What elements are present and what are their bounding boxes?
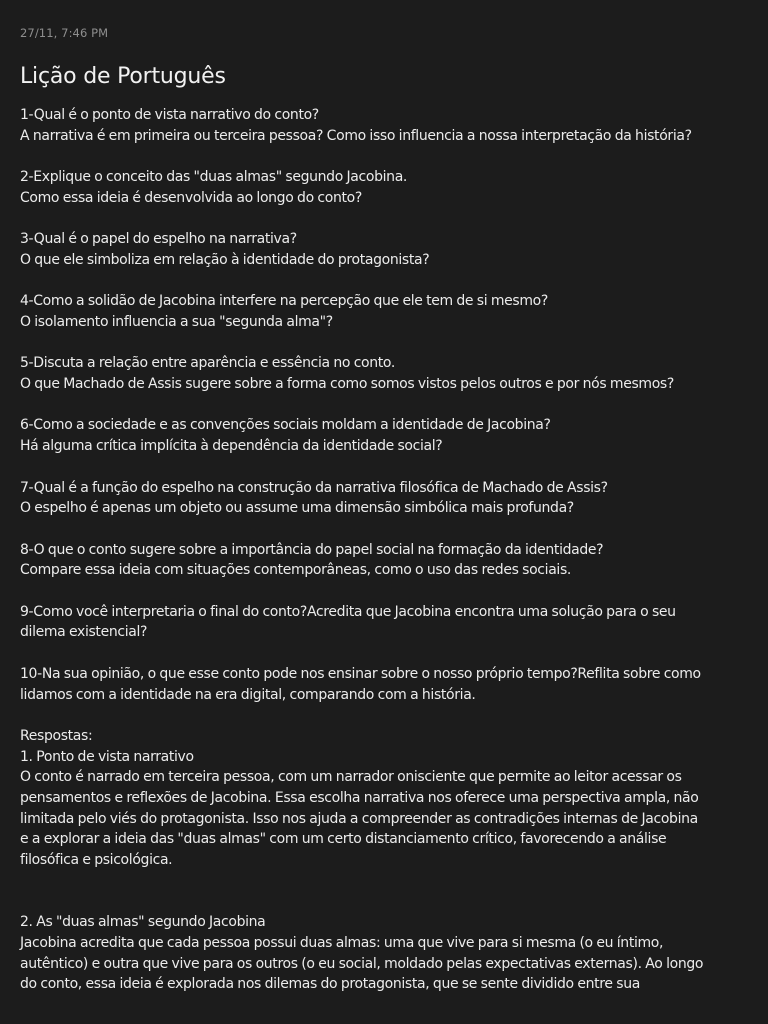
text-line: filosófica e psicológica. xyxy=(20,852,173,869)
text-line: 6-Como a sociedade e as convenções sociais moldam a identidade de Jacobina? xyxy=(20,417,551,434)
question-4 xyxy=(20,291,755,332)
question-1 xyxy=(20,105,755,146)
text-line: 7-Qual é a função do espelho na construção da narrativa filosófica de Machado de Assis? xyxy=(20,479,608,496)
question-2 xyxy=(20,167,755,208)
answers-heading: Respostas: xyxy=(20,727,93,744)
text-line: pensamentos e reflexões de Jacobina. Essa escolha narrativa nos oferece uma perspectiva ampla, não xyxy=(20,790,699,807)
text-line: 9-Como você interpretaria o final do conto?Acredita que Jacobina encontra uma solução para o seu xyxy=(20,603,676,620)
text-line: Compare essa ideia com situações contemporâneas, como o uso das redes sociais. xyxy=(20,562,572,579)
text-line: Como essa ideia é desenvolvida ao longo do conto? xyxy=(20,189,362,206)
text-line: 5-Discuta a relação entre aparência e essência no conto. xyxy=(20,355,395,372)
question-8 xyxy=(20,540,755,581)
note-title[interactable]: Lição de Português xyxy=(20,64,226,89)
text-line: Há alguma crítica implícita à dependência da identidade social? xyxy=(20,438,443,455)
text-line: O isolamento influencia a sua "segunda alma"? xyxy=(20,313,333,330)
text-line: dilema existencial? xyxy=(20,624,148,641)
note-body[interactable] xyxy=(20,105,755,1016)
text-line: O que Machado de Assis sugere sobre a forma como somos vistos pelos outros e por nós mesmos? xyxy=(20,376,674,393)
text-line: O que ele simboliza em relação à identidade do protagonista? xyxy=(20,251,430,268)
text-line: 4-Como a solidão de Jacobina interfere na percepção que ele tem de si mesmo? xyxy=(20,293,548,310)
text-line: 3-Qual é o papel do espelho na narrativa? xyxy=(20,231,297,248)
text-line: e a explorar a ideia das "duas almas" com um certo distanciamento crítico, favorecendo a análise xyxy=(20,831,667,848)
text-line: limitada pelo viés do protagonista. Isso nos ajuda a compreender as contradições internas de Jacobina xyxy=(20,810,698,827)
question-7 xyxy=(20,478,755,519)
question-9 xyxy=(20,602,755,643)
text-line: 10-Na sua opinião, o que esse conto pode nos ensinar sobre o nosso próprio tempo?Reflita sobre como xyxy=(20,665,701,682)
text-line: 8-O que o conto sugere sobre a importância do papel social na formação da identidade? xyxy=(20,541,604,558)
question-5 xyxy=(20,353,755,394)
text-line: A narrativa é em primeira ou terceira pessoa? Como isso influencia a nossa interpretação da história? xyxy=(20,127,692,144)
question-3 xyxy=(20,229,755,270)
text-line: do conto, essa ideia é explorada nos dilemas do protagonista, que se sente dividido entre sua xyxy=(20,976,640,993)
text-line: O espelho é apenas um objeto ou assume uma dimensão simbólica mais profunda? xyxy=(20,500,574,517)
text-line: 1-Qual é o ponto de vista narrativo do conto? xyxy=(20,107,319,123)
answer-heading: 1. Ponto de vista narrativo xyxy=(20,748,194,765)
text-line: O conto é narrado em terceira pessoa, com um narrador onisciente que permite ao leitor acessar os xyxy=(20,769,682,786)
question-10 xyxy=(20,664,755,705)
text-line: Jacobina acredita que cada pessoa possui duas almas: uma que vive para si mesma (o eu íntimo, xyxy=(20,934,664,951)
answer-1 xyxy=(20,726,755,871)
text-line: lidamos com a identidade na era digital, comparando com a história. xyxy=(20,686,476,703)
text-line: autêntico) e outra que vive para os outros (o eu social, moldado pelas expectativas externas). Ao longo xyxy=(20,955,704,972)
question-6 xyxy=(20,415,755,456)
answer-heading: 2. As "duas almas" segundo Jacobina xyxy=(20,914,266,931)
note-timestamp: 27/11, 7:46 PM xyxy=(20,26,109,40)
text-line: 2-Explique o conceito das "duas almas" segundo Jacobina. xyxy=(20,169,408,186)
answer-2 xyxy=(20,912,755,995)
